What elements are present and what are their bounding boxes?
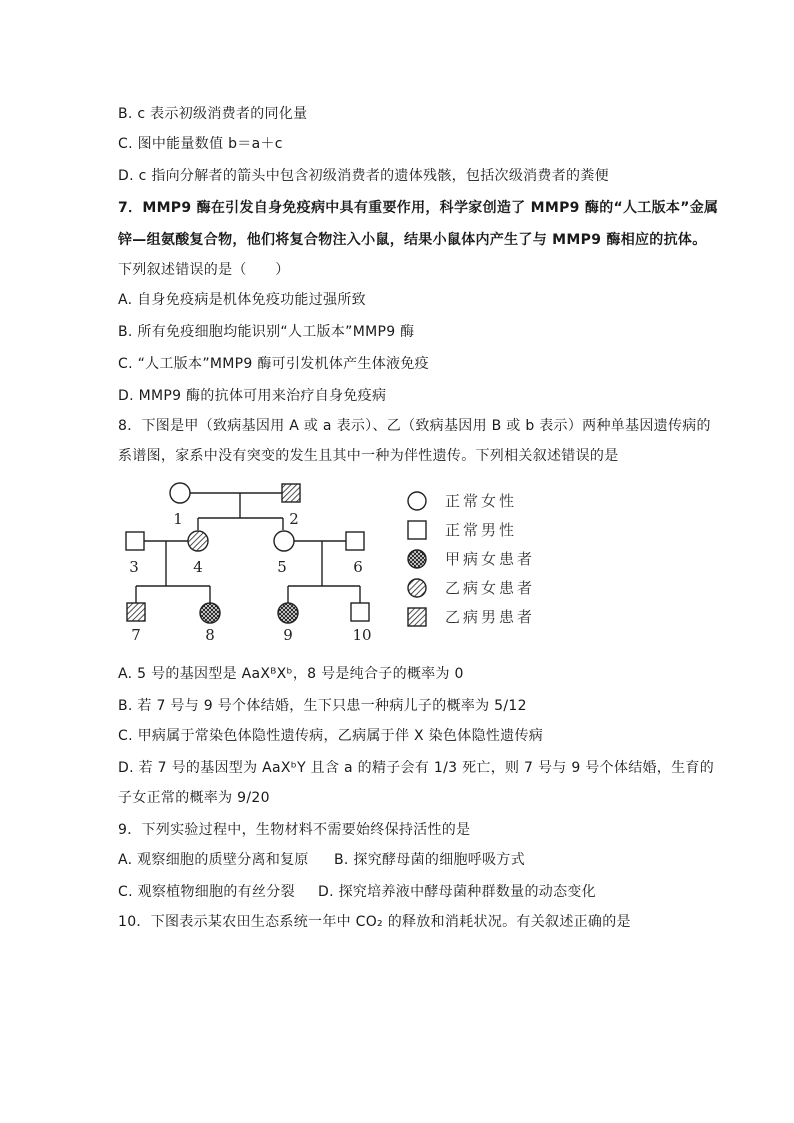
disease-b-female-icon	[405, 577, 429, 599]
q8-option-a: A. 5 号的基因型是 AaXᴮXᵇ，8 号是纯合子的概率为 0	[118, 666, 464, 682]
q7-option-a: A. 自身免疫病是机体免疫功能过强所致	[118, 292, 366, 308]
individual-label-10: 10	[352, 626, 372, 644]
individual-label-5: 5	[277, 558, 287, 576]
q7-option-b: B. 所有免疫细胞均能识别“人工版本”MMP9 酶	[118, 324, 415, 340]
q7-option-c: C. “人工版本”MMP9 酶可引发机体产生体液免疫	[118, 356, 429, 372]
individual-label-8: 8	[205, 626, 215, 644]
q7-stem-line2: 锌—组氨酸复合物，他们将复合物注入小鼠，结果小鼠体内产生了与 MMP9 酶相应的抗体。	[118, 232, 707, 248]
legend-normal-male-label: 正常男性	[445, 521, 518, 539]
legend-normal-male	[405, 517, 605, 543]
individual-4	[188, 531, 208, 551]
individual-label-6: 6	[353, 558, 363, 576]
individual-1	[170, 483, 190, 503]
individual-label-3: 3	[129, 558, 139, 576]
q9-stem: 9．下列实验过程中，生物材料不需要始终保持活性的是	[118, 822, 471, 838]
q8-option-d-line2: 子女正常的概率为 9/20	[118, 790, 270, 806]
individual-3	[126, 532, 144, 550]
individual-label-7: 7	[131, 626, 141, 644]
legend-a-female	[405, 546, 605, 572]
q7-option-d: D. MMP9 酶的抗体可用来治疗自身免疫病	[118, 388, 387, 404]
individual-10	[351, 603, 369, 621]
q9-option-a: A. 观察细胞的质壁分离和复原	[118, 852, 309, 868]
individual-label-9: 9	[283, 626, 293, 644]
disease-a-female-icon	[405, 548, 429, 570]
individual-label-1: 1	[173, 510, 183, 528]
individual-5	[274, 531, 294, 551]
q10-stem: 10．下图表示某农田生态系统一年中 CO₂ 的释放和消耗状况。有关叙述正确的是	[118, 914, 631, 930]
legend-b-female	[405, 575, 605, 601]
legend-a-female-label: 甲病女患者	[445, 550, 536, 568]
legend-normal-female	[405, 488, 605, 514]
q8-option-c: C. 甲病属于常染色体隐性遗传病，乙病属于伴 X 染色体隐性遗传病	[118, 728, 544, 744]
individual-8	[200, 603, 220, 623]
disease-b-male-icon	[405, 606, 429, 628]
individual-label-4: 4	[193, 558, 203, 576]
q6-option-b: B. c 表示初级消费者的同化量	[118, 106, 308, 122]
q9-option-d: D. 探究培养液中酵母菌种群数量的动态变化	[318, 884, 596, 900]
legend-b-male	[405, 604, 605, 630]
individual-label-2: 2	[289, 510, 299, 528]
q6-option-d: D. c 指向分解者的箭头中包含初级消费者的遗体残骸，包括次级消费者的粪便	[118, 168, 609, 184]
pedigree-diagram	[118, 476, 378, 646]
individual-9	[278, 603, 298, 623]
legend-b-male-label: 乙病男患者	[445, 608, 536, 626]
normal-male-icon	[405, 519, 429, 541]
normal-female-icon	[405, 490, 429, 512]
q8-option-d-line1: D. 若 7 号的基因型为 AaXᵇY 且含 a 的精子会有 1/3 死亡，则 7 号与 9 号个体结婚，生育的	[118, 760, 715, 776]
q9-option-b: B. 探究酵母菌的细胞呼吸方式	[334, 852, 526, 868]
individual-7	[127, 603, 145, 621]
legend-normal-female-label: 正常女性	[445, 492, 518, 510]
legend-b-female-label: 乙病女患者	[445, 579, 536, 597]
individual-6	[346, 532, 364, 550]
q9-option-c: C. 观察植物细胞的有丝分裂	[118, 884, 295, 900]
q7-stem-line3: 下列叙述错误的是（ ）	[118, 262, 290, 278]
q8-stem-line1: 8．下图是甲（致病基因用 A 或 a 表示）、乙（致病基因用 B 或 b 表示）两种单基因遗传病的	[118, 418, 711, 434]
individual-2	[282, 484, 300, 502]
q8-option-b: B. 若 7 号与 9 号个体结婚，生下只患一种病儿子的概率为 5/12	[118, 698, 527, 714]
q7-stem-line1: 7．MMP9 酶在引发自身免疫病中具有重要作用，科学家创造了 MMP9 酶的“人工版本”金属	[118, 200, 719, 216]
q6-option-c: C. 图中能量数值 b＝a＋c	[118, 136, 283, 152]
q8-stem-line2: 系谱图，家系中没有突变的发生且其中一种为伴性遗传。下列相关叙述错误的是	[118, 448, 619, 464]
